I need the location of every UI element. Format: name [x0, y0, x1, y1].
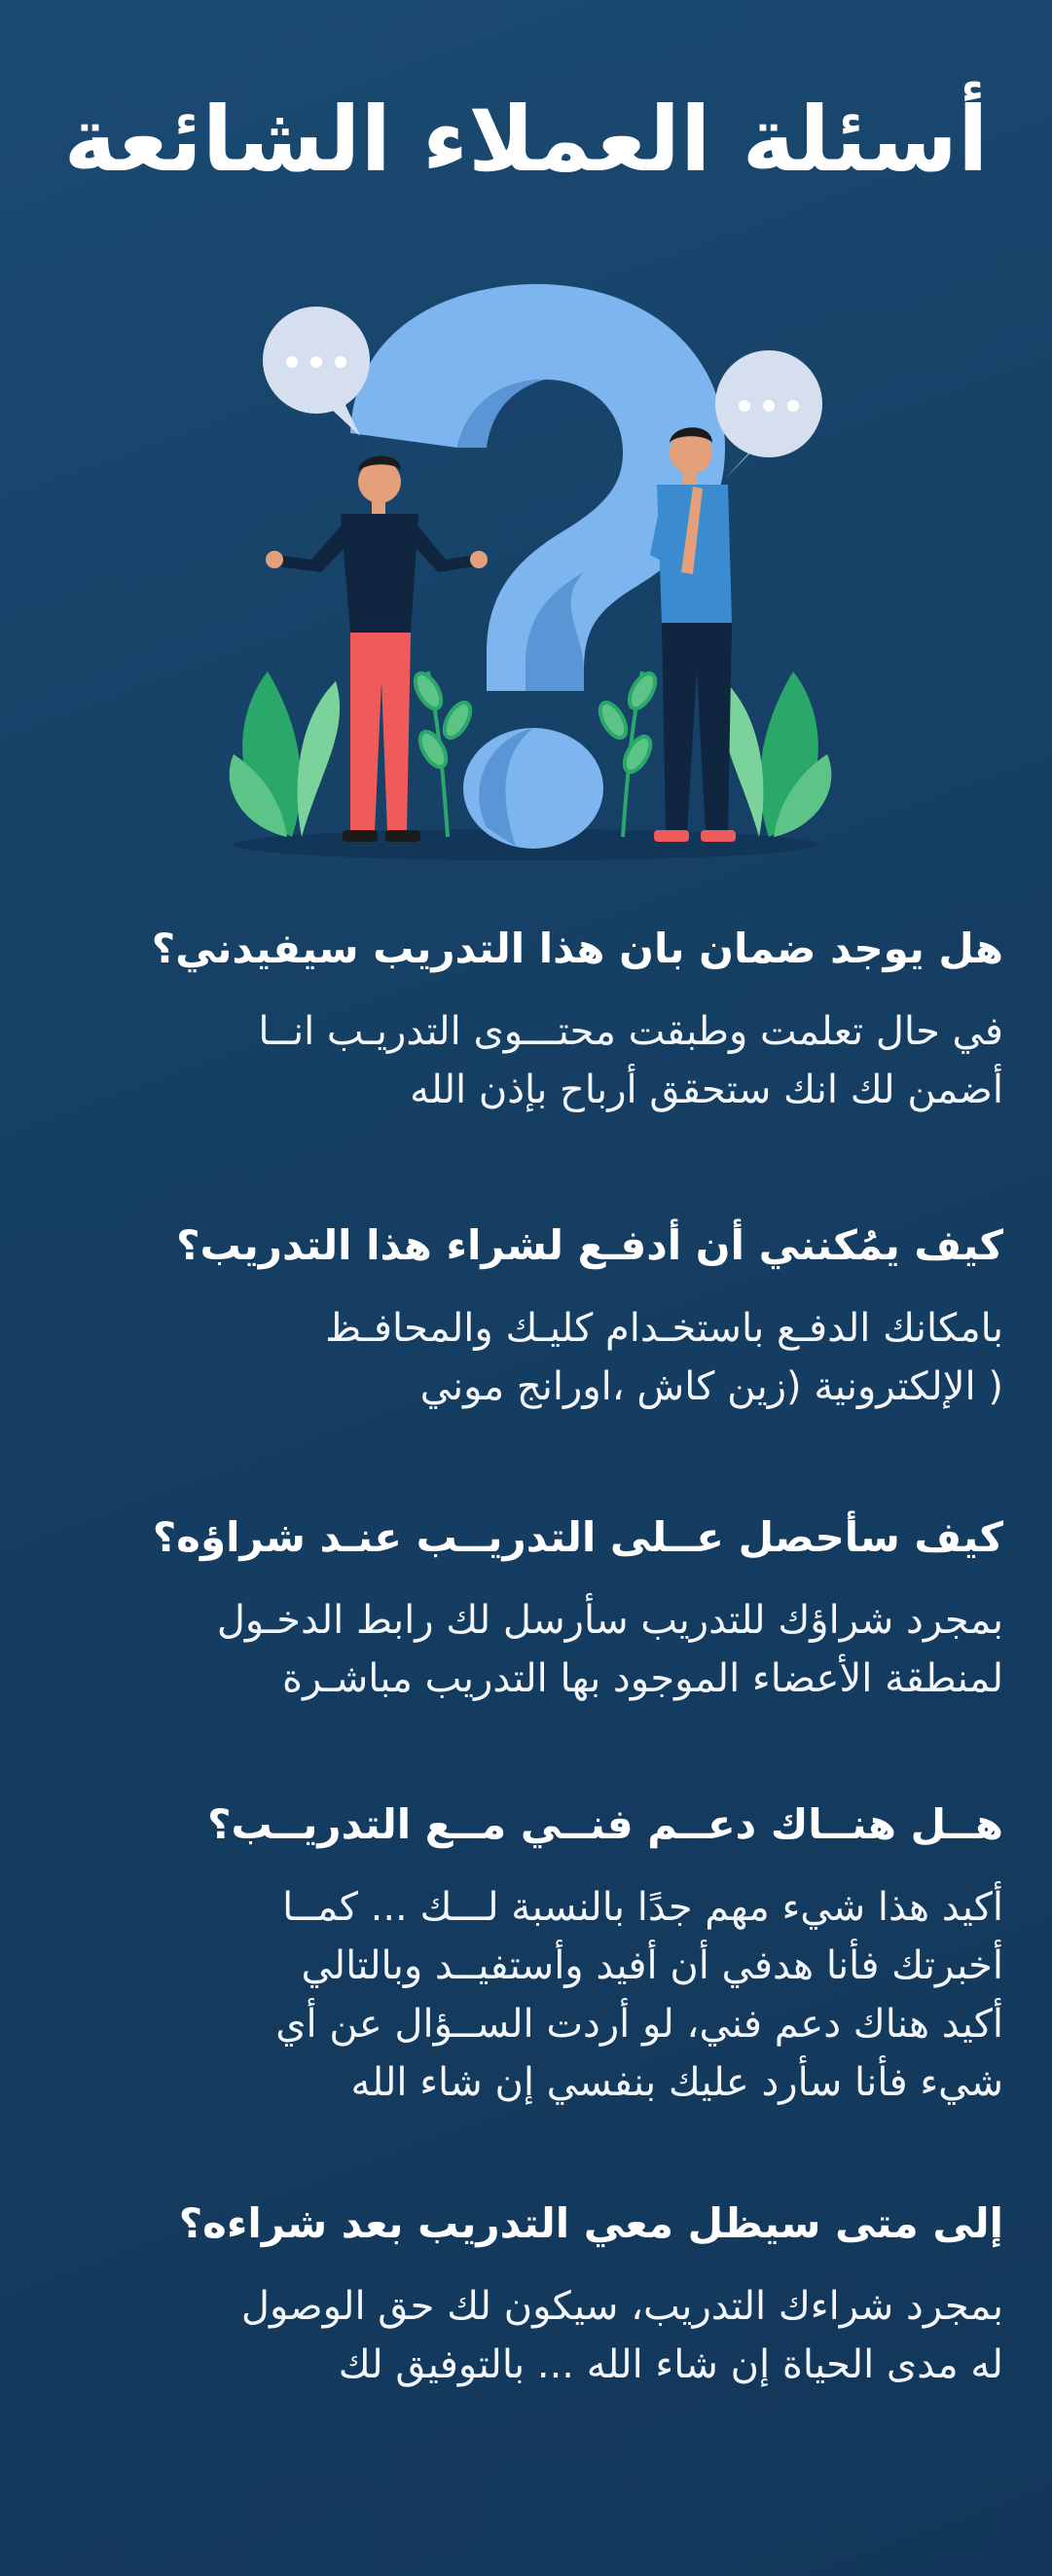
answer-line: أخبرتك فأنا هدفي أن أفيد وأستفيــد وبالتالي: [301, 1943, 1003, 1989]
faq-answer: [49, 1299, 1003, 1416]
faq-answer: [49, 1002, 1003, 1119]
answer-line: أكيد هذا شيء مهم جدًا بالنسبة لـــك ... كمــا: [282, 1885, 1003, 1931]
faq-item: [49, 1513, 1003, 1708]
answer-line: بمجرد شراءك التدريب، سيكون لك حق الوصول: [240, 2284, 1003, 2330]
faq-item: [49, 1221, 1003, 1416]
faq-item: [49, 2199, 1003, 2394]
answer-line: بامكانك الدفـع باستخـدام كليـك والمحافـظ: [325, 1306, 1003, 1352]
page-title: أسئلة العملاء الشائعة: [63, 88, 989, 192]
person-icon: [650, 427, 736, 842]
answer-line: ( الإلكترونية (زين كاش ،اورانج موني: [419, 1364, 1003, 1410]
answer-line: شيء فأنا سأرد عليك بنفسي إن شاء الله: [350, 2060, 1003, 2106]
faq-question: إلى متى سيظل معي التدريب بعد شراءه؟: [178, 2199, 1003, 2247]
faq-answer: [49, 1591, 1003, 1708]
faq-item: [49, 1800, 1003, 2112]
faq-question: هل يوجد ضمان بان هذا التدريب سيفيدني؟: [151, 925, 1003, 972]
faq-answer: [49, 1878, 1003, 2112]
answer-line: لمنطقة الأعضاء الموجود بها التدريب مباشـرة: [281, 1656, 1003, 1702]
plant-icon: [721, 671, 831, 837]
question-mark-illustration: [0, 263, 1052, 876]
plant-icon: [230, 671, 340, 837]
speech-bubble-icon: [715, 350, 822, 479]
faq-question: كيف يمُكنني أن أدفـع لشراء هذا التدريب؟: [176, 1221, 1003, 1269]
faq-question: هــل هنــاك دعــم فنــي مــع التدريــب؟: [207, 1800, 1003, 1848]
answer-line: في حال تعلمت وطبقت محتـــوى التدريـب انــا: [258, 1009, 1003, 1055]
answer-line: له مدى الحياة إن شاء الله ... بالتوفيق لك: [338, 2342, 1003, 2388]
faq-question: كيف سأحصل عــلى التدريــب عنـد شراؤه؟: [152, 1513, 1003, 1561]
faq-answer: [49, 2277, 1003, 2394]
answer-line: بمجرد شراؤك للتدريب سأرسل لك رابط الدخـول: [216, 1598, 1003, 1644]
faq-item: [49, 925, 1003, 1119]
answer-line: أكيد هناك دعم فني، لو أردت الســؤال عن أي: [275, 2002, 1003, 2048]
answer-line: أضمن لك انك ستحقق أرباح بإذن الله: [410, 1068, 1003, 1113]
